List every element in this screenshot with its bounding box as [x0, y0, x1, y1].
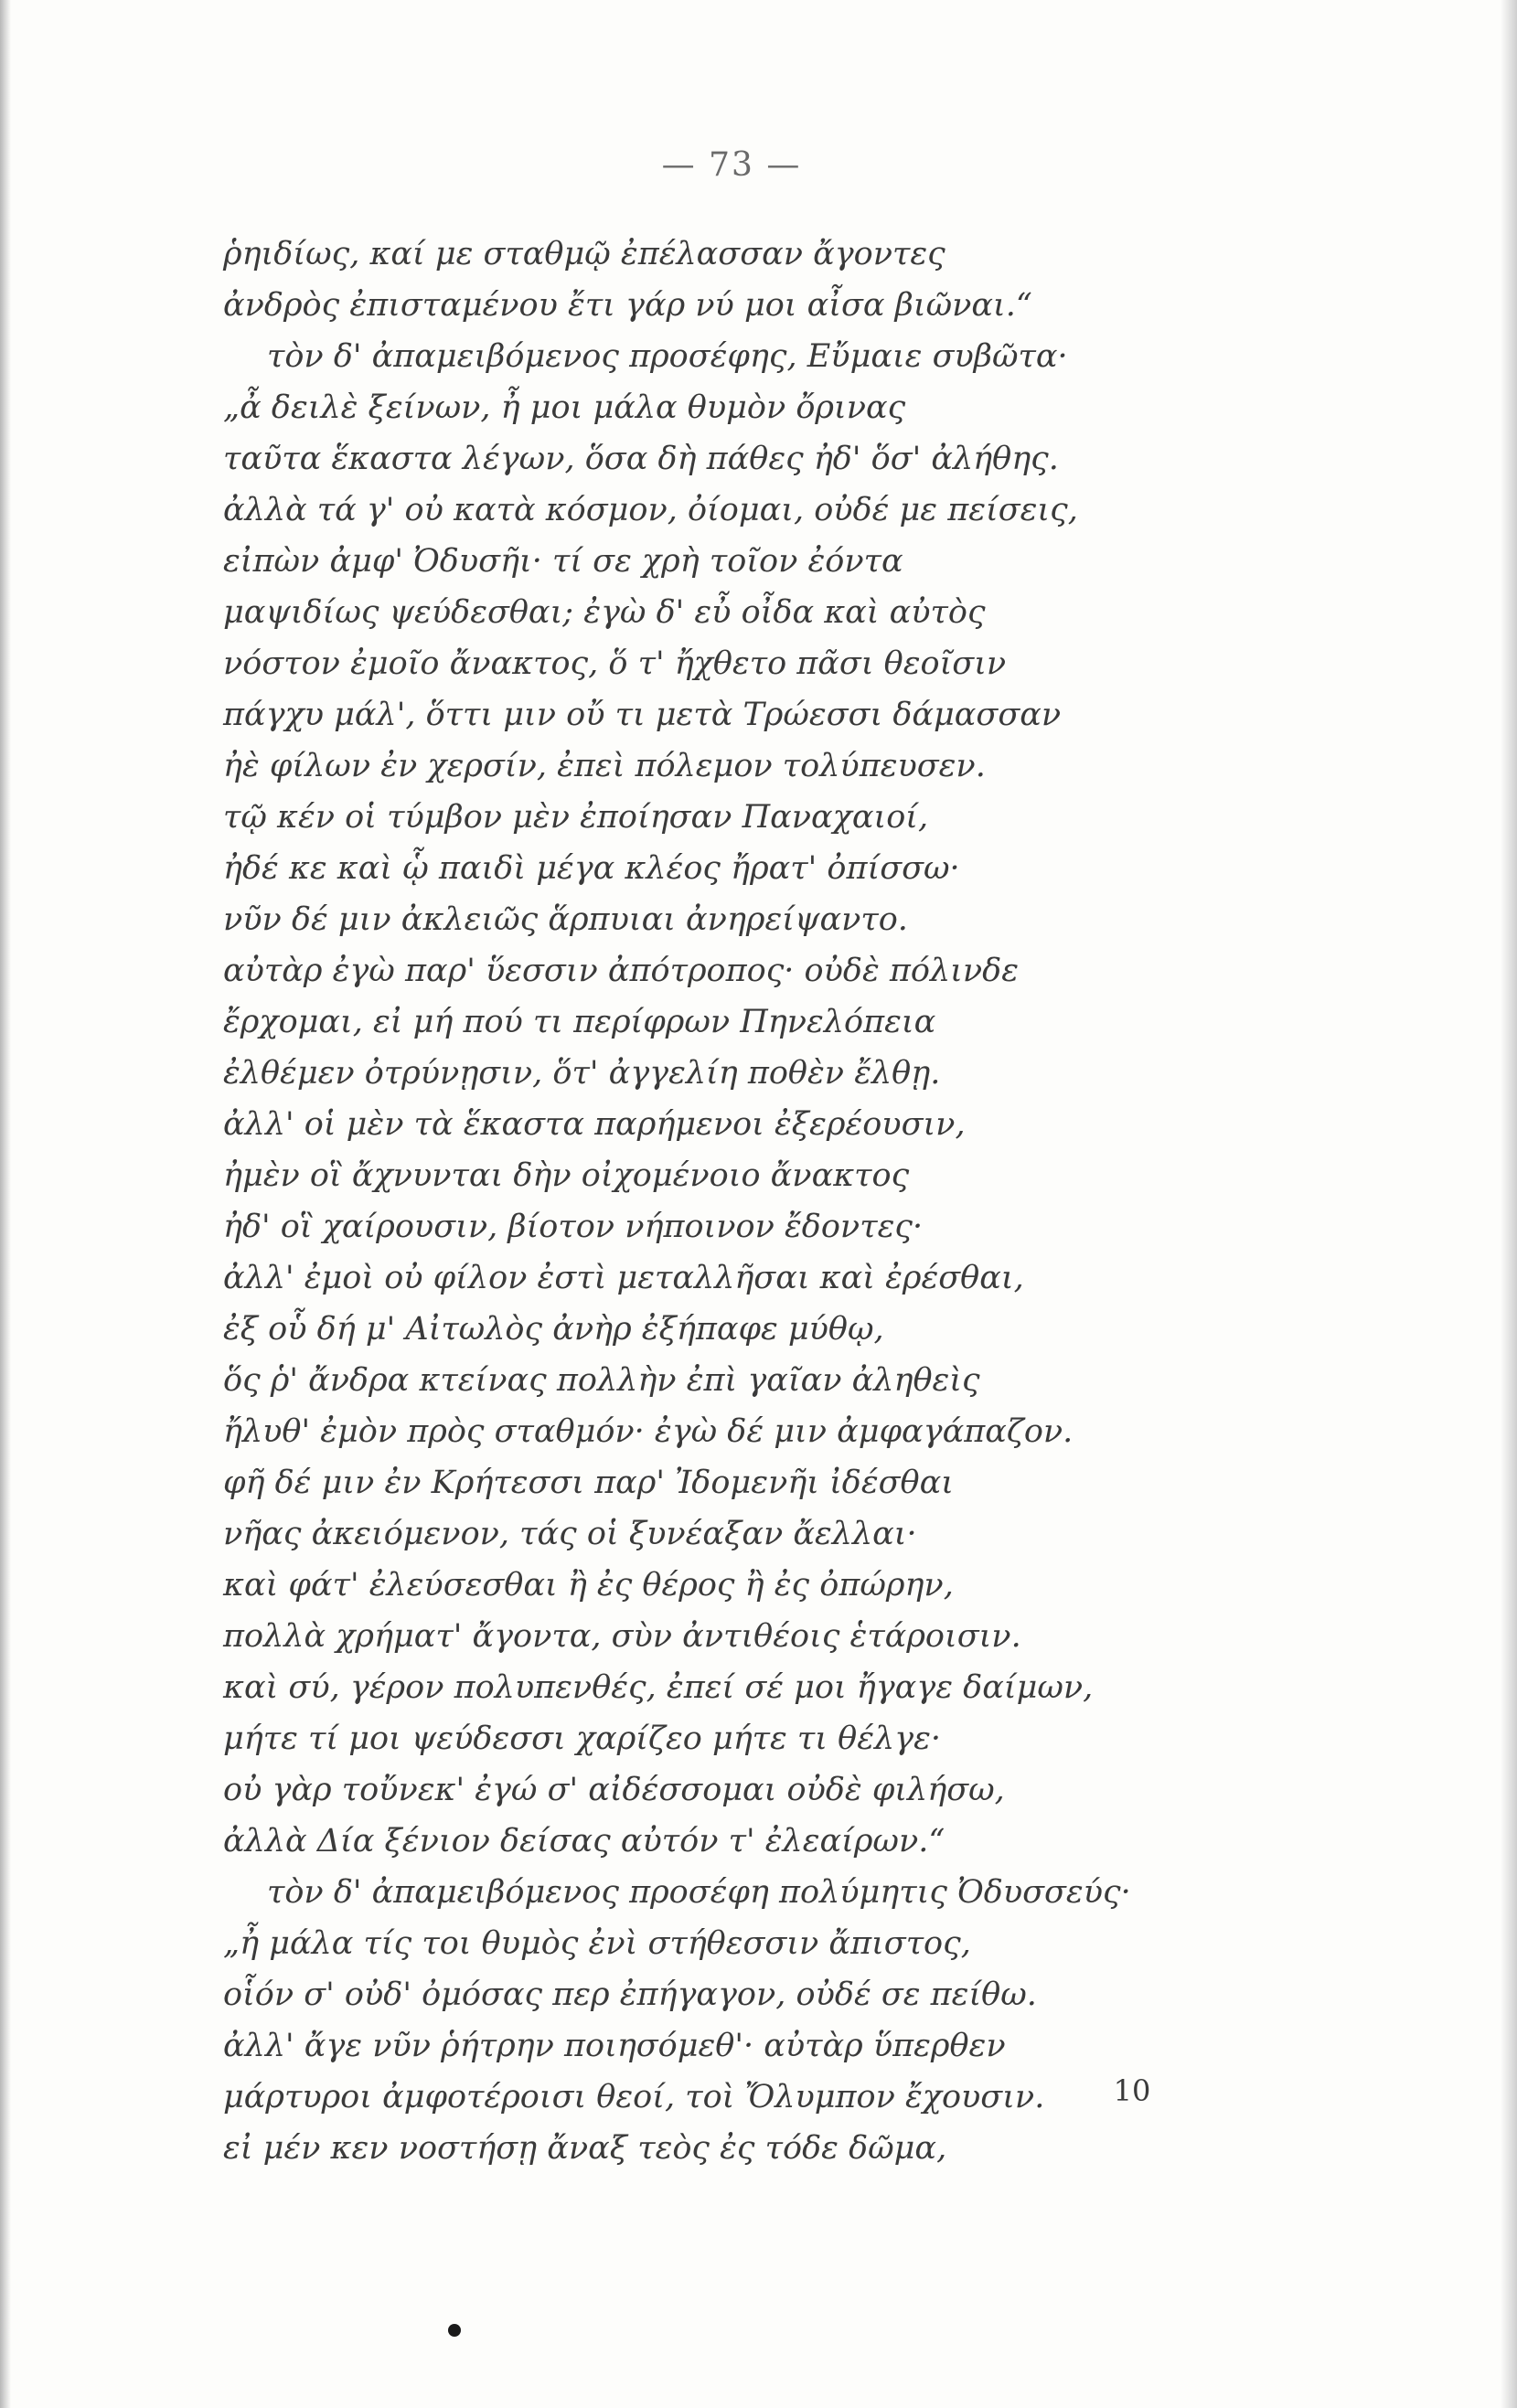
verse-line: „ἦ μάλα τίς τοι θυμὸς ἐνὶ στήθεσσιν ἄπιστος,	[223, 1925, 971, 1962]
verse-line: μήτε τί μοι ψεύδεσσι χαρίζεο μήτε τι θέλγε·	[223, 1721, 942, 1757]
verse-line: ἔρχομαι, εἰ μή πού τι περίφρων Πηνελόπεια	[223, 1004, 936, 1040]
verse-line: νῦν δέ μιν ἀκλειῶς ἅρπυιαι ἀνηρείψαντο.	[223, 901, 908, 938]
verse-line: καὶ σύ, γέρον πολυπενθές, ἐπεί σέ μοι ἤγαγε δαίμων,	[223, 1669, 1094, 1706]
verse-line: ἐξ οὗ δή μ' Αἰτωλὸς ἀνὴρ ἐξήπαφε μύθῳ,	[223, 1311, 884, 1348]
verse-line: εἰ μέν κεν νοστήσῃ ἄναξ τεὸς ἐς τόδε δῶμα,	[223, 2130, 947, 2167]
verse-line: νόστον ἐμοῖο ἄνακτος, ὅ τ' ἤχθετο πᾶσι θεοῖσιν	[223, 645, 1007, 682]
verse-line: εἰπὼν ἀμφ' Ὀδυσῆι· τί σε χρὴ τοῖον ἐόντα	[223, 543, 903, 580]
verse-line: „ἆ δειλὲ ξείνων, ἦ μοι μάλα θυμὸν ὄρινας	[223, 389, 906, 426]
verse-line: ἠμὲν οἳ ἄχνυνται δὴν οἰχομένοιο ἄνακτος	[223, 1157, 910, 1194]
verse-line: νῆας ἀκειόμενον, τάς οἱ ξυνέαξαν ἄελλαι·	[223, 1516, 917, 1552]
verse-line: μάρτυροι ἀμφοτέροισι θεοί, τοὶ Ὄλυμπον ἔχουσιν.	[223, 2079, 1045, 2115]
verse-line: ἀλλ' ἐμοὶ οὐ φίλον ἐστὶ μεταλλῆσαι καὶ ἐρέσθαι,	[223, 1260, 1024, 1296]
verse-line: τὸν δ' ἀπαμειβόμενος προσέφη πολύμητις Ὀδυσσεύς·	[267, 1874, 1131, 1911]
verse-line: ἀλλ' ἄγε νῦν ῥήτρην ποιησόμεθ'· αὐτὰρ ὕπερθεν	[223, 2028, 1006, 2064]
verse-line: πολλὰ χρήματ' ἄγοντα, σὺν ἀντιθέοις ἑτάροισιν.	[223, 1618, 1021, 1655]
verse-line: καὶ φάτ' ἐλεύσεσθαι ἢ ἐς θέρος ἢ ἐς ὀπώρην,	[223, 1567, 954, 1604]
verse-line: αὐτὰρ ἐγὼ παρ' ὕεσσιν ἀπότροπος· οὐδὲ πόλινδε	[223, 953, 1019, 989]
verse-line: πάγχυ μάλ', ὅττι μιν οὔ τι μετὰ Τρώεσσι δάμασσαν	[223, 697, 1062, 733]
verse-line: ἐλθέμεν ὀτρύνῃσιν, ὅτ' ἀγγελίη ποθὲν ἔλθῃ.	[223, 1055, 941, 1092]
verse-line: ἀλλὰ Δία ξένιον δείσας αὐτόν τ' ἐλεαίρων.“	[223, 1823, 945, 1859]
verse-line: τῷ κέν οἱ τύμβον μὲν ἐποίησαν Παναχαιοί,	[223, 799, 929, 836]
verse-line: ταῦτα ἕκαστα λέγων, ὅσα δὴ πάθες ἠδ' ὅσ' ἀλήθης.	[223, 441, 1059, 477]
verse-line: ἠδ' οἳ χαίρουσιν, βίοτον νήποινον ἔδοντες·	[223, 1209, 924, 1245]
verse-line: ὅς ῥ' ἄνδρα κτείνας πολλὴν ἐπὶ γαῖαν ἀληθεὶς	[223, 1362, 980, 1399]
verse-line: ῥηιδίως, καί με σταθμῷ ἐπέλασσαν ἄγοντες	[223, 236, 945, 272]
verse-line: ἠδέ κε καὶ ᾧ παιδὶ μέγα κλέος ἤρατ' ὀπίσσω·	[223, 850, 960, 887]
verse-line: ἀνδρὸς ἐπισταμένου ἔτι γάρ νύ μοι αἶσα βιῶναι.“	[223, 287, 1032, 324]
ink-dot	[448, 2324, 461, 2337]
verse-line: φῆ δέ μιν ἐν Κρήτεσσι παρ' Ἰδομενῆι ἰδέσθαι	[223, 1465, 954, 1501]
left-edge-shadow	[0, 0, 11, 2408]
verse-line: τὸν δ' ἀπαμειβόμενος προσέφης, Εὔμαιε συβῶτα·	[267, 338, 1068, 375]
verse-line: ἀλλὰ τά γ' οὐ κατὰ κόσμον, ὀίομαι, οὐδέ με πείσεις,	[223, 492, 1078, 528]
verse-line: ἠὲ φίλων ἐν χερσίν, ἐπεὶ πόλεμον τολύπευσεν.	[223, 748, 986, 784]
verse-line: ἤλυθ' ἐμὸν πρὸς σταθμόν· ἐγὼ δέ μιν ἀμφαγάπαζον.	[223, 1413, 1074, 1450]
verse-line: οἷόν σ' οὐδ' ὀμόσας περ ἐπήγαγον, οὐδέ σε πείθω.	[223, 1976, 1037, 2013]
verse-line: οὐ γὰρ τοὔνεκ' ἐγώ σ' αἰδέσσομαι οὐδὲ φιλήσω,	[223, 1772, 1005, 1808]
verse-line: ἀλλ' οἱ μὲν τὰ ἕκαστα παρήμενοι ἐξερέουσιν,	[223, 1106, 966, 1143]
page-number: — 73 —	[661, 146, 802, 184]
signature-mark: 10	[1113, 2073, 1151, 2108]
verse-line: μαψιδίως ψεύδεσθαι; ἐγὼ δ' εὖ οἶδα καὶ αὐτὸς	[223, 594, 986, 631]
verse-text-block	[223, 229, 1229, 2174]
right-edge-shadow	[1501, 0, 1517, 2408]
